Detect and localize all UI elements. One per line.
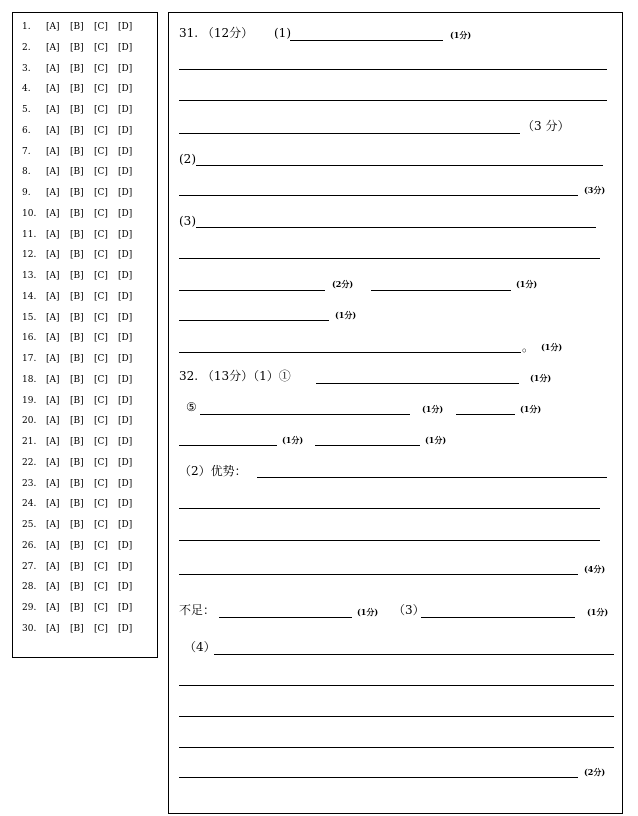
choice-option[interactable]: [A] [46,416,60,427]
answer-line[interactable] [179,508,600,509]
choice-option[interactable]: [B] [70,84,84,95]
choice-option[interactable]: [A] [46,188,60,198]
answer-line[interactable] [214,654,614,655]
choice-option[interactable]: [C] [94,229,108,240]
choice-option[interactable]: [B] [70,271,84,281]
question-number: 24. [22,499,37,510]
question-number: 30. [22,623,37,634]
choice-option[interactable]: [D] [118,478,133,489]
choice-option[interactable]: [A] [46,374,60,385]
choice-option[interactable]: [C] [94,22,108,32]
answer-line[interactable] [179,133,520,134]
choice-option[interactable]: [D] [118,146,133,157]
choice-option[interactable]: [D] [118,603,133,613]
choice-option[interactable]: [B] [70,105,84,115]
choice-option[interactable]: [A] [46,623,60,634]
choice-option[interactable]: [B] [70,291,84,302]
choice-option[interactable]: [B] [70,499,84,510]
question-number: 19. [22,395,37,406]
choice-option[interactable]: [B] [70,374,84,385]
choice-option[interactable]: [C] [94,457,108,468]
choice-option[interactable]: [B] [70,437,84,447]
choice-option[interactable]: [A] [46,105,60,115]
choice-option[interactable]: [A] [46,22,60,32]
mc-row [22,437,142,447]
choice-option[interactable]: [C] [94,167,108,178]
mc-row [22,64,142,74]
choice-option[interactable]: [D] [118,333,133,344]
choice-option[interactable]: [A] [46,333,60,344]
score-label: (1分) [450,30,472,40]
q32-part4-label: （4） [184,640,216,654]
choice-option[interactable]: [D] [118,416,133,427]
choice-option[interactable]: [D] [118,229,133,240]
choice-option[interactable]: [D] [118,395,133,406]
score-label: (1分) [357,607,379,617]
choice-option[interactable]: [B] [70,42,84,53]
choice-option[interactable]: [B] [70,603,84,613]
score-label: (1分) [530,373,552,383]
answer-line[interactable] [421,617,575,618]
choice-option[interactable]: [B] [70,416,84,427]
choice-option[interactable]: [A] [46,312,60,323]
mc-row [22,416,142,426]
choice-option[interactable]: [D] [118,42,133,53]
choice-option[interactable]: [B] [70,540,84,551]
question-number: 6. [22,125,31,136]
choice-option[interactable]: [A] [46,250,60,261]
score-label: (4分) [584,564,606,574]
score-label: (1分) [335,310,357,320]
choice-option[interactable]: [C] [94,395,108,406]
question-number: 18. [22,374,37,385]
choice-option[interactable]: [A] [46,520,60,530]
choice-option[interactable]: [D] [118,291,133,302]
choice-option[interactable]: [B] [70,582,84,593]
choice-option[interactable]: [A] [46,395,60,406]
question-number: 13. [22,271,37,281]
choice-option[interactable]: [A] [46,229,60,240]
mc-row [22,230,142,240]
choice-option[interactable]: [A] [46,540,60,551]
question-number: 1. [22,22,31,32]
question-number: 17. [22,354,37,364]
answer-line[interactable] [179,290,325,291]
score-label: (1分) [587,607,609,617]
choice-option[interactable]: [D] [118,208,133,219]
choice-option[interactable]: [D] [118,312,133,323]
choice-option[interactable]: [B] [70,229,84,240]
mc-row [22,603,142,613]
q32-part3-label: （3） [393,603,425,617]
mc-row [22,188,142,198]
score-label: (2分) [584,767,606,777]
choice-option[interactable]: [B] [70,188,84,198]
choice-option[interactable]: [C] [94,105,108,115]
mc-row [22,250,142,260]
choice-option[interactable]: [B] [70,457,84,468]
choice-option[interactable]: [A] [46,354,60,364]
answer-line[interactable] [200,414,410,415]
choice-option[interactable]: [A] [46,63,60,74]
question-number: 20. [22,416,37,427]
choice-option[interactable]: [A] [46,167,60,178]
answer-line[interactable] [179,716,614,717]
choice-option[interactable]: [B] [70,146,84,157]
answer-line[interactable] [179,685,614,686]
choice-option[interactable]: [C] [94,561,108,572]
choice-option[interactable]: [D] [118,250,133,261]
answer-line[interactable] [179,320,329,321]
mc-row [22,105,142,115]
choice-option[interactable]: [C] [94,582,108,593]
choice-option[interactable]: [C] [94,478,108,489]
question-number: 7. [22,146,31,157]
choice-option[interactable]: [C] [94,63,108,74]
answer-line[interactable] [219,617,352,618]
question-number: 15. [22,312,37,323]
question-number: 28. [22,582,37,593]
choice-option[interactable]: [A] [46,561,60,572]
answer-line[interactable] [257,477,607,478]
choice-option[interactable]: [A] [46,271,60,281]
choice-option[interactable]: [A] [46,208,60,219]
choice-option[interactable]: [C] [94,271,108,281]
mc-row [22,624,142,634]
mc-row [22,520,142,530]
answer-line[interactable] [371,290,511,291]
question-number: 4. [22,84,31,95]
answer-line[interactable] [456,414,515,415]
item-5-marker: ⑤ [186,400,197,414]
question-number: 21. [22,437,37,447]
score-label: (3分) [584,185,606,195]
choice-option[interactable]: [C] [94,291,108,302]
question-number: 27. [22,561,37,572]
choice-option[interactable]: [B] [70,167,84,178]
choice-option[interactable]: [B] [70,63,84,74]
choice-option[interactable]: [C] [94,374,108,385]
question-number: 26. [22,540,37,551]
choice-option[interactable]: [C] [94,84,108,95]
mc-row [22,292,142,302]
q31-part2-label: (2) [179,152,196,166]
answer-line[interactable] [290,40,443,41]
choice-option[interactable]: [D] [118,499,133,510]
period-mark: 。 [522,340,535,354]
question-number: 22. [22,457,37,468]
choice-option[interactable]: [D] [118,582,133,593]
question-number: 8. [22,167,31,178]
choice-option[interactable]: [A] [46,84,60,95]
mc-row [22,271,142,281]
question-number: 5. [22,105,31,115]
question-number: 16. [22,333,37,344]
q31-part1-label: (1) [274,26,291,40]
answer-line[interactable] [179,258,600,259]
score-label: (1分) [282,435,304,445]
choice-option[interactable]: [D] [118,63,133,74]
choice-option[interactable]: [D] [118,437,133,447]
choice-option[interactable]: [B] [70,478,84,489]
question-number: 2. [22,42,31,53]
choice-option[interactable]: [D] [118,271,133,281]
mc-row [22,354,142,364]
score-label: （3 分） [522,119,570,133]
choice-option[interactable]: [A] [46,291,60,302]
choice-option[interactable]: [B] [70,354,84,364]
choice-option[interactable]: [C] [94,146,108,157]
choice-option[interactable]: [B] [70,520,84,530]
score-label: (1分) [516,279,538,289]
choice-option[interactable]: [A] [46,478,60,489]
answer-line[interactable] [179,574,578,575]
answer-line[interactable] [179,352,521,353]
choice-option[interactable]: [A] [46,125,60,136]
answer-line[interactable] [315,445,420,446]
q32-part2-label: （2）优势： [179,464,247,478]
mc-row [22,333,142,343]
answer-line[interactable] [179,777,578,778]
choice-option[interactable]: [C] [94,250,108,261]
choice-option[interactable]: [B] [70,208,84,219]
question-number: 23. [22,478,37,489]
answer-line[interactable] [179,100,607,101]
answer-line[interactable] [179,195,578,196]
mc-row [22,126,142,136]
score-label: (1分) [422,404,444,414]
choice-option[interactable]: [C] [94,437,108,447]
mc-row [22,84,142,94]
question-number: 25. [22,520,37,530]
choice-option[interactable]: [B] [70,333,84,344]
mc-row [22,147,142,157]
score-label: (1分) [520,404,542,414]
choice-option[interactable]: [D] [118,540,133,551]
choice-option[interactable]: [C] [94,603,108,613]
mc-row [22,22,142,32]
mc-row [22,375,142,385]
answer-line[interactable] [179,747,614,748]
choice-option[interactable]: [A] [46,437,60,447]
choice-option[interactable]: [B] [70,395,84,406]
choice-option[interactable]: [B] [70,561,84,572]
choice-option[interactable]: [B] [70,125,84,136]
question-number: 11. [22,229,37,240]
answer-line[interactable] [196,227,596,228]
mc-row [22,167,142,177]
choice-option[interactable]: [D] [118,167,133,178]
choice-option[interactable]: [D] [118,520,133,530]
mc-row [22,209,142,219]
mc-row [22,396,142,406]
choice-option[interactable]: [C] [94,520,108,530]
score-label: (2分) [332,279,354,289]
choice-option[interactable]: [A] [46,499,60,510]
question-number: 9. [22,188,31,198]
mc-row [22,541,142,551]
choice-option[interactable]: [A] [46,457,60,468]
choice-option[interactable]: [B] [70,22,84,32]
choice-option[interactable]: [C] [94,312,108,323]
choice-option[interactable]: [D] [118,22,133,32]
answer-line[interactable] [316,383,519,384]
q32-header: 32. （13分）（1）① [179,369,291,383]
choice-option[interactable]: [A] [46,582,60,593]
mc-row [22,582,142,592]
answer-line[interactable] [179,540,600,541]
choice-option[interactable]: [C] [94,499,108,510]
question-number: 10. [22,208,37,219]
answer-line[interactable] [179,445,277,446]
choice-option[interactable]: [C] [94,354,108,364]
choice-option[interactable]: [C] [94,125,108,136]
mc-row [22,43,142,53]
score-label: (1分) [541,342,563,352]
choice-option[interactable]: [D] [118,457,133,468]
choice-option[interactable]: [A] [46,42,60,53]
choice-option[interactable]: [C] [94,42,108,53]
choice-option[interactable]: [D] [118,105,133,115]
choice-option[interactable]: [C] [94,188,108,198]
mc-row [22,313,142,323]
choice-option[interactable]: [B] [70,250,84,261]
choice-option[interactable]: [D] [118,125,133,136]
choice-option[interactable]: [C] [94,623,108,634]
answer-line[interactable] [196,165,603,166]
mc-row [22,499,142,509]
choice-option[interactable]: [A] [46,603,60,613]
choice-option[interactable]: [D] [118,623,133,634]
lack-label: 不足： [179,603,216,617]
question-number: 12. [22,250,37,261]
score-label: (1分) [425,435,447,445]
mc-row [22,562,142,572]
q31-part3-label: (3) [179,214,196,228]
choice-option[interactable]: [D] [118,84,133,95]
choice-option[interactable]: [D] [118,354,133,364]
choice-option[interactable]: [C] [94,416,108,427]
answer-line[interactable] [179,69,607,70]
choice-option[interactable]: [B] [70,623,84,634]
choice-option[interactable]: [D] [118,561,133,572]
choice-option[interactable]: [C] [94,208,108,219]
choice-option[interactable]: [C] [94,333,108,344]
choice-option[interactable]: [D] [118,188,133,198]
mc-row [22,479,142,489]
question-number: 3. [22,63,31,74]
choice-option[interactable]: [B] [70,312,84,323]
mc-row [22,458,142,468]
q31-header: 31. （12分） [179,26,254,40]
question-number: 29. [22,603,37,613]
question-number: 14. [22,291,37,302]
choice-option[interactable]: [D] [118,374,133,385]
choice-option[interactable]: [C] [94,540,108,551]
choice-option[interactable]: [A] [46,146,60,157]
